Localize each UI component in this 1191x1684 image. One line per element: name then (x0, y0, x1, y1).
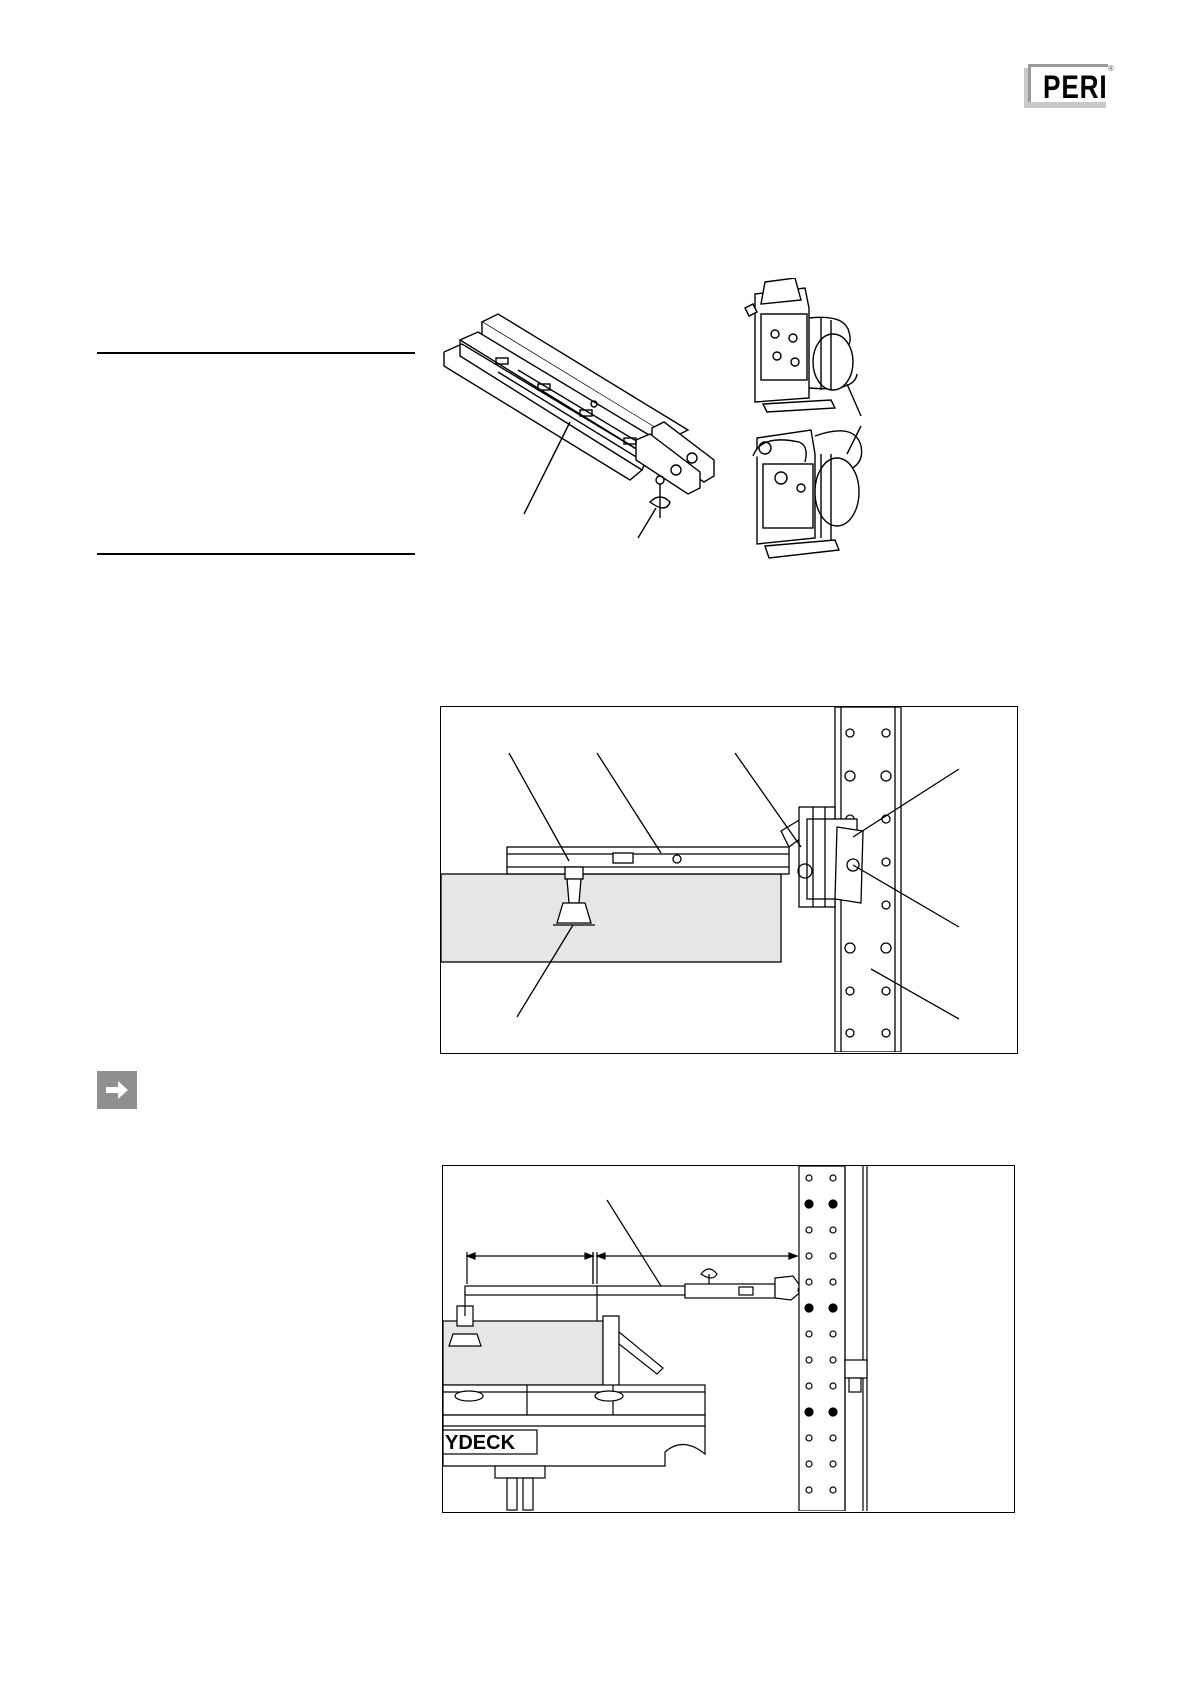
section-rule-top (97, 352, 415, 354)
logo-frame (1028, 64, 1108, 105)
figure-elevation-drawing (441, 707, 1016, 1052)
note-arrow-box (97, 1071, 137, 1109)
figure-coupling-units (735, 278, 895, 568)
logo-text: PERI (1043, 69, 1108, 105)
skydeck-label: YDECK (445, 1432, 516, 1454)
peri-logo (1024, 64, 1112, 108)
figure-skydeck-drawing (443, 1166, 1013, 1511)
section-rule-bottom (97, 553, 415, 555)
figure-beam-perspective (438, 310, 728, 540)
arrow-right-icon (97, 1071, 137, 1109)
figure-skydeck-frame (442, 1165, 1015, 1513)
figure-elevation-frame (440, 706, 1018, 1054)
logo-registered-mark: ® (1108, 64, 1114, 73)
